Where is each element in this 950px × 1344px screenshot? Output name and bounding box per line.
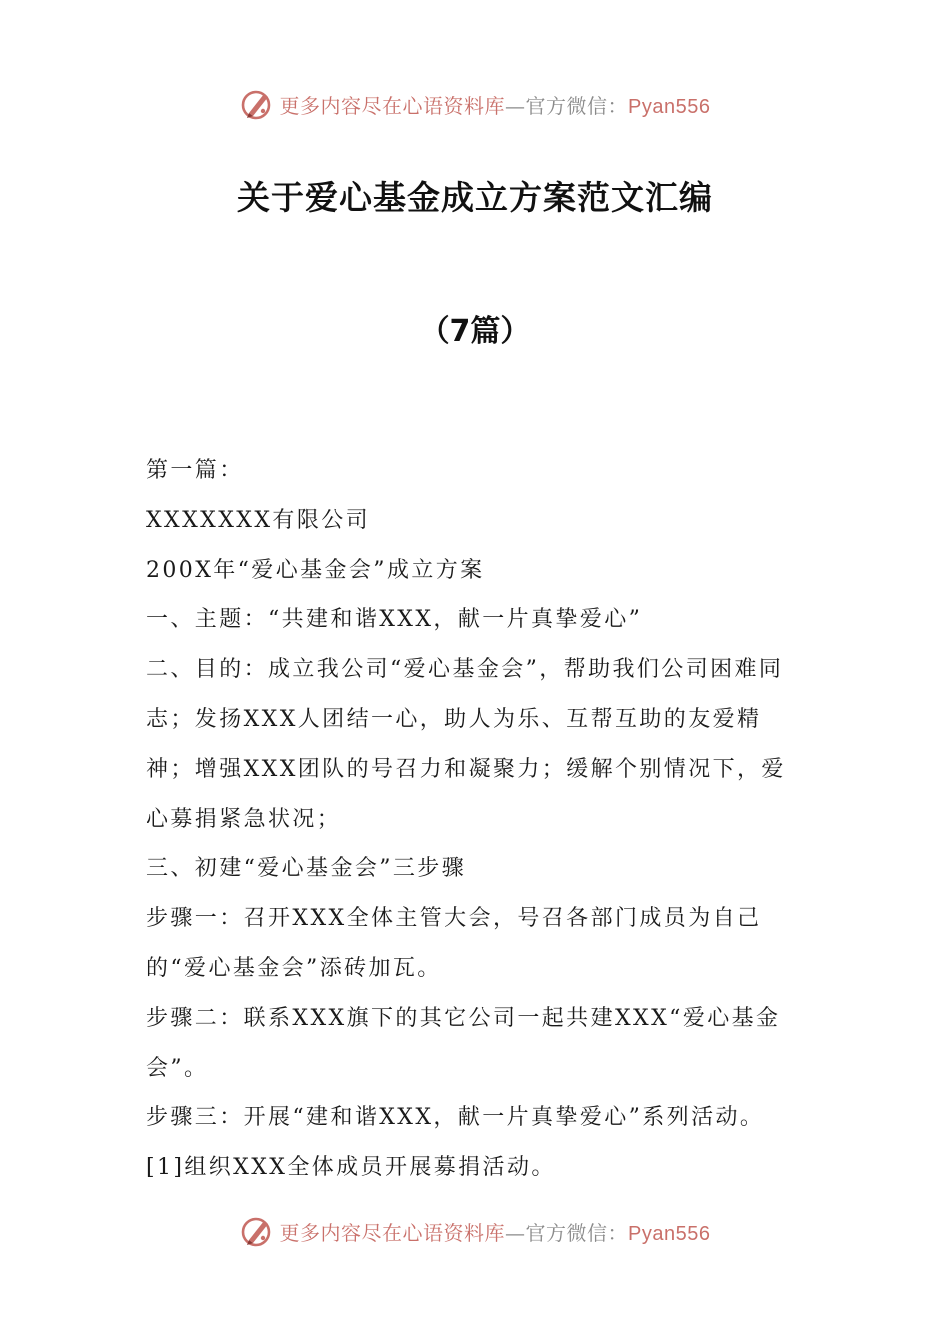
paragraph: 第一篇：	[146, 458, 244, 483]
watermark-id: Pyan556	[628, 95, 711, 118]
paragraph: [1]组织XXX全体成员开展募捐活动。	[146, 1155, 556, 1181]
watermark-dash: —	[505, 93, 526, 118]
watermark-brand: 更多内容尽在心语资料库	[279, 1220, 506, 1245]
paragraph: 步骤二：联系XXX旗下的其它公司一起共建XXX“爱心基金会”。	[146, 1005, 781, 1081]
watermark-label: 官方微信：	[525, 1220, 629, 1245]
watermark-footer	[0, 1211, 950, 1251]
watermark-brand: 更多内容尽在心语资料库	[279, 93, 506, 118]
paragraph: 200X年“爱心基金会”成立方案	[146, 557, 485, 583]
paragraph: XXXXXXX有限公司	[146, 507, 371, 533]
watermark-dash: —	[505, 1220, 526, 1245]
paragraph: 三、初建“爱心基金会”三步骤	[146, 856, 467, 882]
watermark-label: 官方微信：	[525, 93, 629, 118]
pen-logo-icon	[240, 1214, 274, 1248]
document-body	[146, 446, 810, 1193]
document-subtitle: （7篇）	[419, 314, 531, 349]
paragraph: 步骤三：开展“建和谐XXX，献一片真挚爱心”系列活动。	[146, 1105, 765, 1131]
watermark-id: Pyan556	[628, 1222, 711, 1245]
paragraph: 步骤一：召开XXX全体主管大会，号召各部门成员为自己的“爱心基金会”添砖加瓦。	[146, 906, 762, 981]
watermark-header	[0, 84, 950, 124]
document-title: 关于爱心基金成立方案范文汇编	[237, 178, 713, 217]
paragraph: 二、目的：成立我公司“爱心基金会”，帮助我们公司困难同志；发扬XXX人团结一心，助人为乐、互帮互助的友爱精神；增强XXX团队的号召力和凝聚力；缓解个别情况下，爱心募捐紧急状况；	[146, 657, 786, 832]
watermark-text	[280, 90, 711, 119]
watermark-text	[280, 1217, 711, 1246]
paragraph: 一、主题：“共建和谐XXX，献一片真挚爱心”	[146, 607, 643, 633]
pen-logo-icon	[240, 87, 274, 121]
